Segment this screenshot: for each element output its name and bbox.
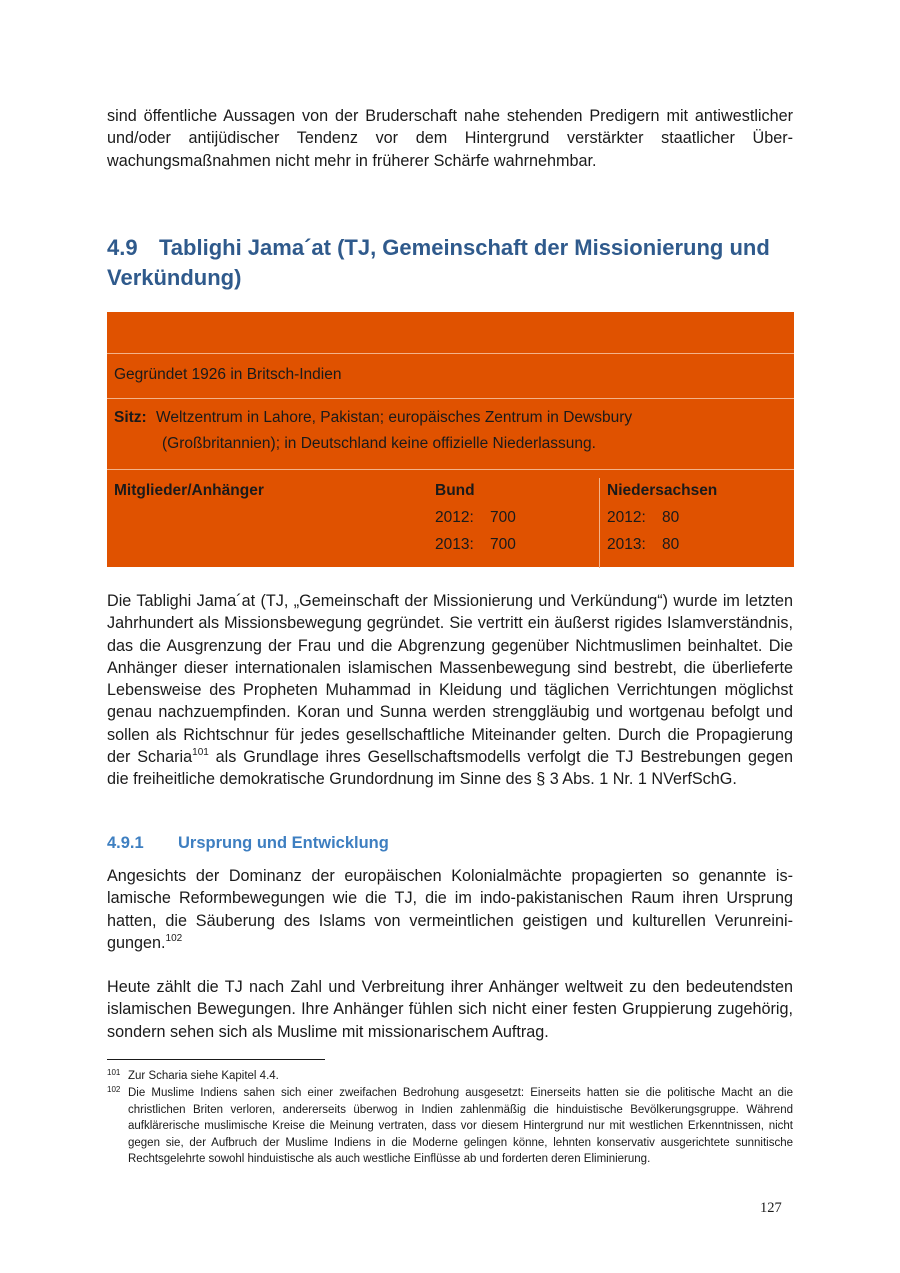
members-label: Mitglieder/Anhänger	[114, 482, 264, 499]
column-divider	[599, 478, 600, 568]
origin-text: Angesichts der Dominanz der europäischen Kolonialmächte propagierten so genannte islamische Reformbewegungen wie die TJ, die im indo-pakistanischen Raum ihren Ursprung hatten, die Säuberung des Islams von vermeintlichen geistigen und kulturellen Verunreinigungen.	[107, 867, 793, 952]
bund-header: Bund	[435, 482, 475, 499]
members-bund-column	[435, 478, 516, 558]
footnote-text: Zur Scharia siehe Kapitel 4.4.	[128, 1070, 279, 1082]
footnote-separator	[107, 1059, 325, 1060]
footnote-number: 101	[107, 1068, 121, 1077]
seat-row	[107, 398, 794, 469]
subsection-number: 4.9.1	[107, 834, 144, 852]
footnote-number: 102	[107, 1085, 121, 1094]
bund-count: 700	[490, 509, 516, 526]
section-heading	[107, 233, 797, 293]
seat-text-line2: (Großbritannien); in Deutschland keine offizielle Niederlassung.	[162, 435, 596, 452]
section-title: Tablighi Jama´at (TJ, Gemeinschaft der Missionierung und Verkündung)	[107, 235, 770, 290]
main-text-part1: Die Tablighi Jama´at (TJ, „Gemeinschaft der Missionierung und Verkündung“) wurde im letzten Jahrhundert als Missionsbewegung gegründet. Sie vertritt ein äußerst rigides Islamverständnis, das die Ausgrenzung der Frau und die Abgrenzung gegenüber Nichtmuslimen beinhaltet. Die Anhänger dieser internationalen islamischen Massenbewegung sind bestrebt, die überlieferte Lebensweise des Propheten Muhammad in Kleidung und täglichen Verrichtungen möglichst genau nachzuempfinden. Koran und Sunna werden strenggläubig und wortgenau befolgt und sollen als Richtschnur für jedes gesellschaftliche Miteinander gelten. Durch die Propagierung der Scharia	[107, 592, 793, 767]
footnote	[107, 1068, 793, 1085]
bund-value-row	[435, 531, 516, 558]
origin-paragraph	[107, 865, 793, 954]
niedersachsen-year: 2013:	[607, 536, 646, 553]
niedersachsen-value-row	[607, 504, 717, 531]
members-row	[107, 469, 794, 568]
niedersachsen-value-row	[607, 531, 717, 558]
footnote-text: Die Muslime Indiens sahen sich einer zweifachen Bedrohung ausgesetzt: Einerseits hatten sie die politische Macht an die christlichen Briten verloren, andererseits überwog in Indien zahlenmäßig die hinduistische Bevölkerungsgruppe. Während aufklärerische muslimische Kreise die Meinung vertraten, dass vor diesem Hintergrund nur mit westlichen Erkenntnissen, nicht gegen sie, der Aufbruch der Muslime Indiens in die Moderne gelingen könne, lehnten konservativ ausgerichtete sunnitische Rechtsgelehrte sowohl hinduistische als auch westliche Einflüsse ab und forderten deren Eliminierung.	[128, 1087, 793, 1166]
main-paragraph	[107, 590, 793, 791]
bund-year: 2013:	[435, 536, 474, 553]
organization-info-box	[107, 312, 794, 567]
section-number: 4.9	[107, 235, 138, 260]
members-niedersachsen-column	[607, 478, 717, 558]
today-paragraph: Heute zählt die TJ nach Zahl und Verbreitung ihrer Anhänger weltweit zu den bedeutendsten islamischen Bewegungen. Ihre Anhänger fühlen sich nicht einer festen Gruppierung zugehörig, sondern sehen sich als Muslime mit missionarischem Auftrag.	[107, 978, 793, 1041]
footnote-ref-102[interactable]: 102	[165, 932, 183, 944]
bund-count: 700	[490, 536, 516, 553]
niedersachsen-count: 80	[662, 536, 680, 553]
seat-label: Sitz:	[114, 409, 147, 426]
main-text-part2: als Grundlage ihres Gesellschaftsmodells verfolgt die TJ Bestrebungen gegen die freiheitliche demokratische Grundordnung im Sinne des § 3 Abs. 1 Nr. 1 NVerfSchG.	[107, 748, 794, 789]
niedersachsen-year: 2012:	[607, 509, 646, 526]
subsection-heading	[107, 832, 389, 854]
founded-text: Gegründet 1926 in Britsch-Indien	[114, 366, 342, 383]
bund-value-row	[435, 504, 516, 531]
niedersachsen-count: 80	[662, 509, 680, 526]
footnote	[107, 1085, 793, 1168]
page-number: 127	[760, 1200, 782, 1216]
founded-row	[107, 353, 794, 398]
seat-text-line1: Weltzentrum in Lahore, Pakistan; europäisches Zentrum in Dewsbury	[156, 409, 633, 426]
niedersachsen-header: Niedersachsen	[607, 482, 718, 499]
intro-paragraph: sind öffentliche Aussagen von der Bruderschaft nahe stehenden Predigern mit antiwestlicher und/oder antijüdischer Tendenz vor dem Hintergrund verstärkter staatlicher Überwachungsmaßnahmen nicht mehr in früherer Schärfe wahrnehmbar.	[107, 107, 793, 170]
footnote-ref-101[interactable]: 101	[192, 747, 209, 759]
bund-year: 2012:	[435, 509, 474, 526]
subsection-title: Ursprung und Entwicklung	[178, 834, 389, 852]
info-box-header-row	[107, 312, 794, 352]
